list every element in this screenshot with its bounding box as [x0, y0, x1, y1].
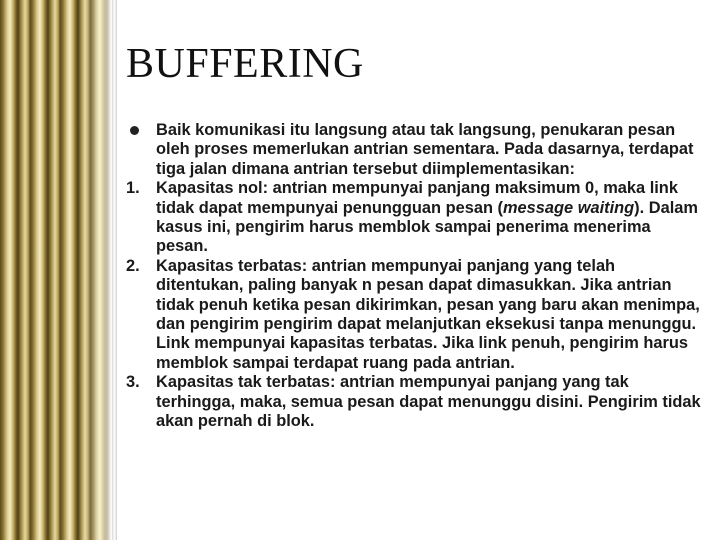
- list-item-3: [126, 373, 706, 431]
- bullet-marker: [126, 121, 152, 140]
- item-text: Kapasitas terbatas: antrian mempunyai panjang yang telah ditentukan, paling banyak n pesan dapat dimasukkan. Jika antrian tidak penuh ketika pesan dikirimkan, pesan yang baru akan menimpa, dan pengirim pengirim dapat melanjutkan eksekusi tanpa menunggu. Link mempunyai kapasitas terbatas. Jika link penuh, pengirim harus memblok sampai terdapat ruang pada antrian.: [156, 256, 700, 372]
- decorative-gold-stripes: [0, 0, 112, 540]
- slide-body: [126, 121, 706, 432]
- bullet-dot-icon: [130, 126, 139, 135]
- slide-title: BUFFERING: [126, 41, 364, 87]
- item-text-before: Kapasitas nol: antrian mempunyai panjang maksimum 0, maka link tidak dapat mempunyai penungguan pesan (: [156, 179, 678, 217]
- bullet-intro: [126, 121, 706, 179]
- intro-text: Baik komunikasi itu langsung atau tak langsung, penukaran pesan oleh proses memerlukan antrian sementara. Pada dasarnya, terdapat tiga jalan dimana antrian tersebut diimplementasikan:: [156, 121, 694, 178]
- item-number: 1.: [126, 179, 140, 198]
- item-text: Kapasitas tak terbatas: antrian mempunyai panjang yang tak terhingga, maka, semua pesan dapat menunggu disini. Pengirim tidak akan pernah di blok.: [156, 373, 701, 431]
- decorative-rail: [112, 0, 117, 540]
- list-item-2: [126, 257, 706, 373]
- list-item-1: [126, 179, 706, 257]
- item-number: 3.: [126, 373, 140, 392]
- item-number: 2.: [126, 256, 140, 275]
- item-emphasis: message waiting: [502, 198, 635, 217]
- item-text-after: ). Dalam kasus ini, pengirim harus memblok sampai penerima menerima pesan.: [156, 198, 698, 256]
